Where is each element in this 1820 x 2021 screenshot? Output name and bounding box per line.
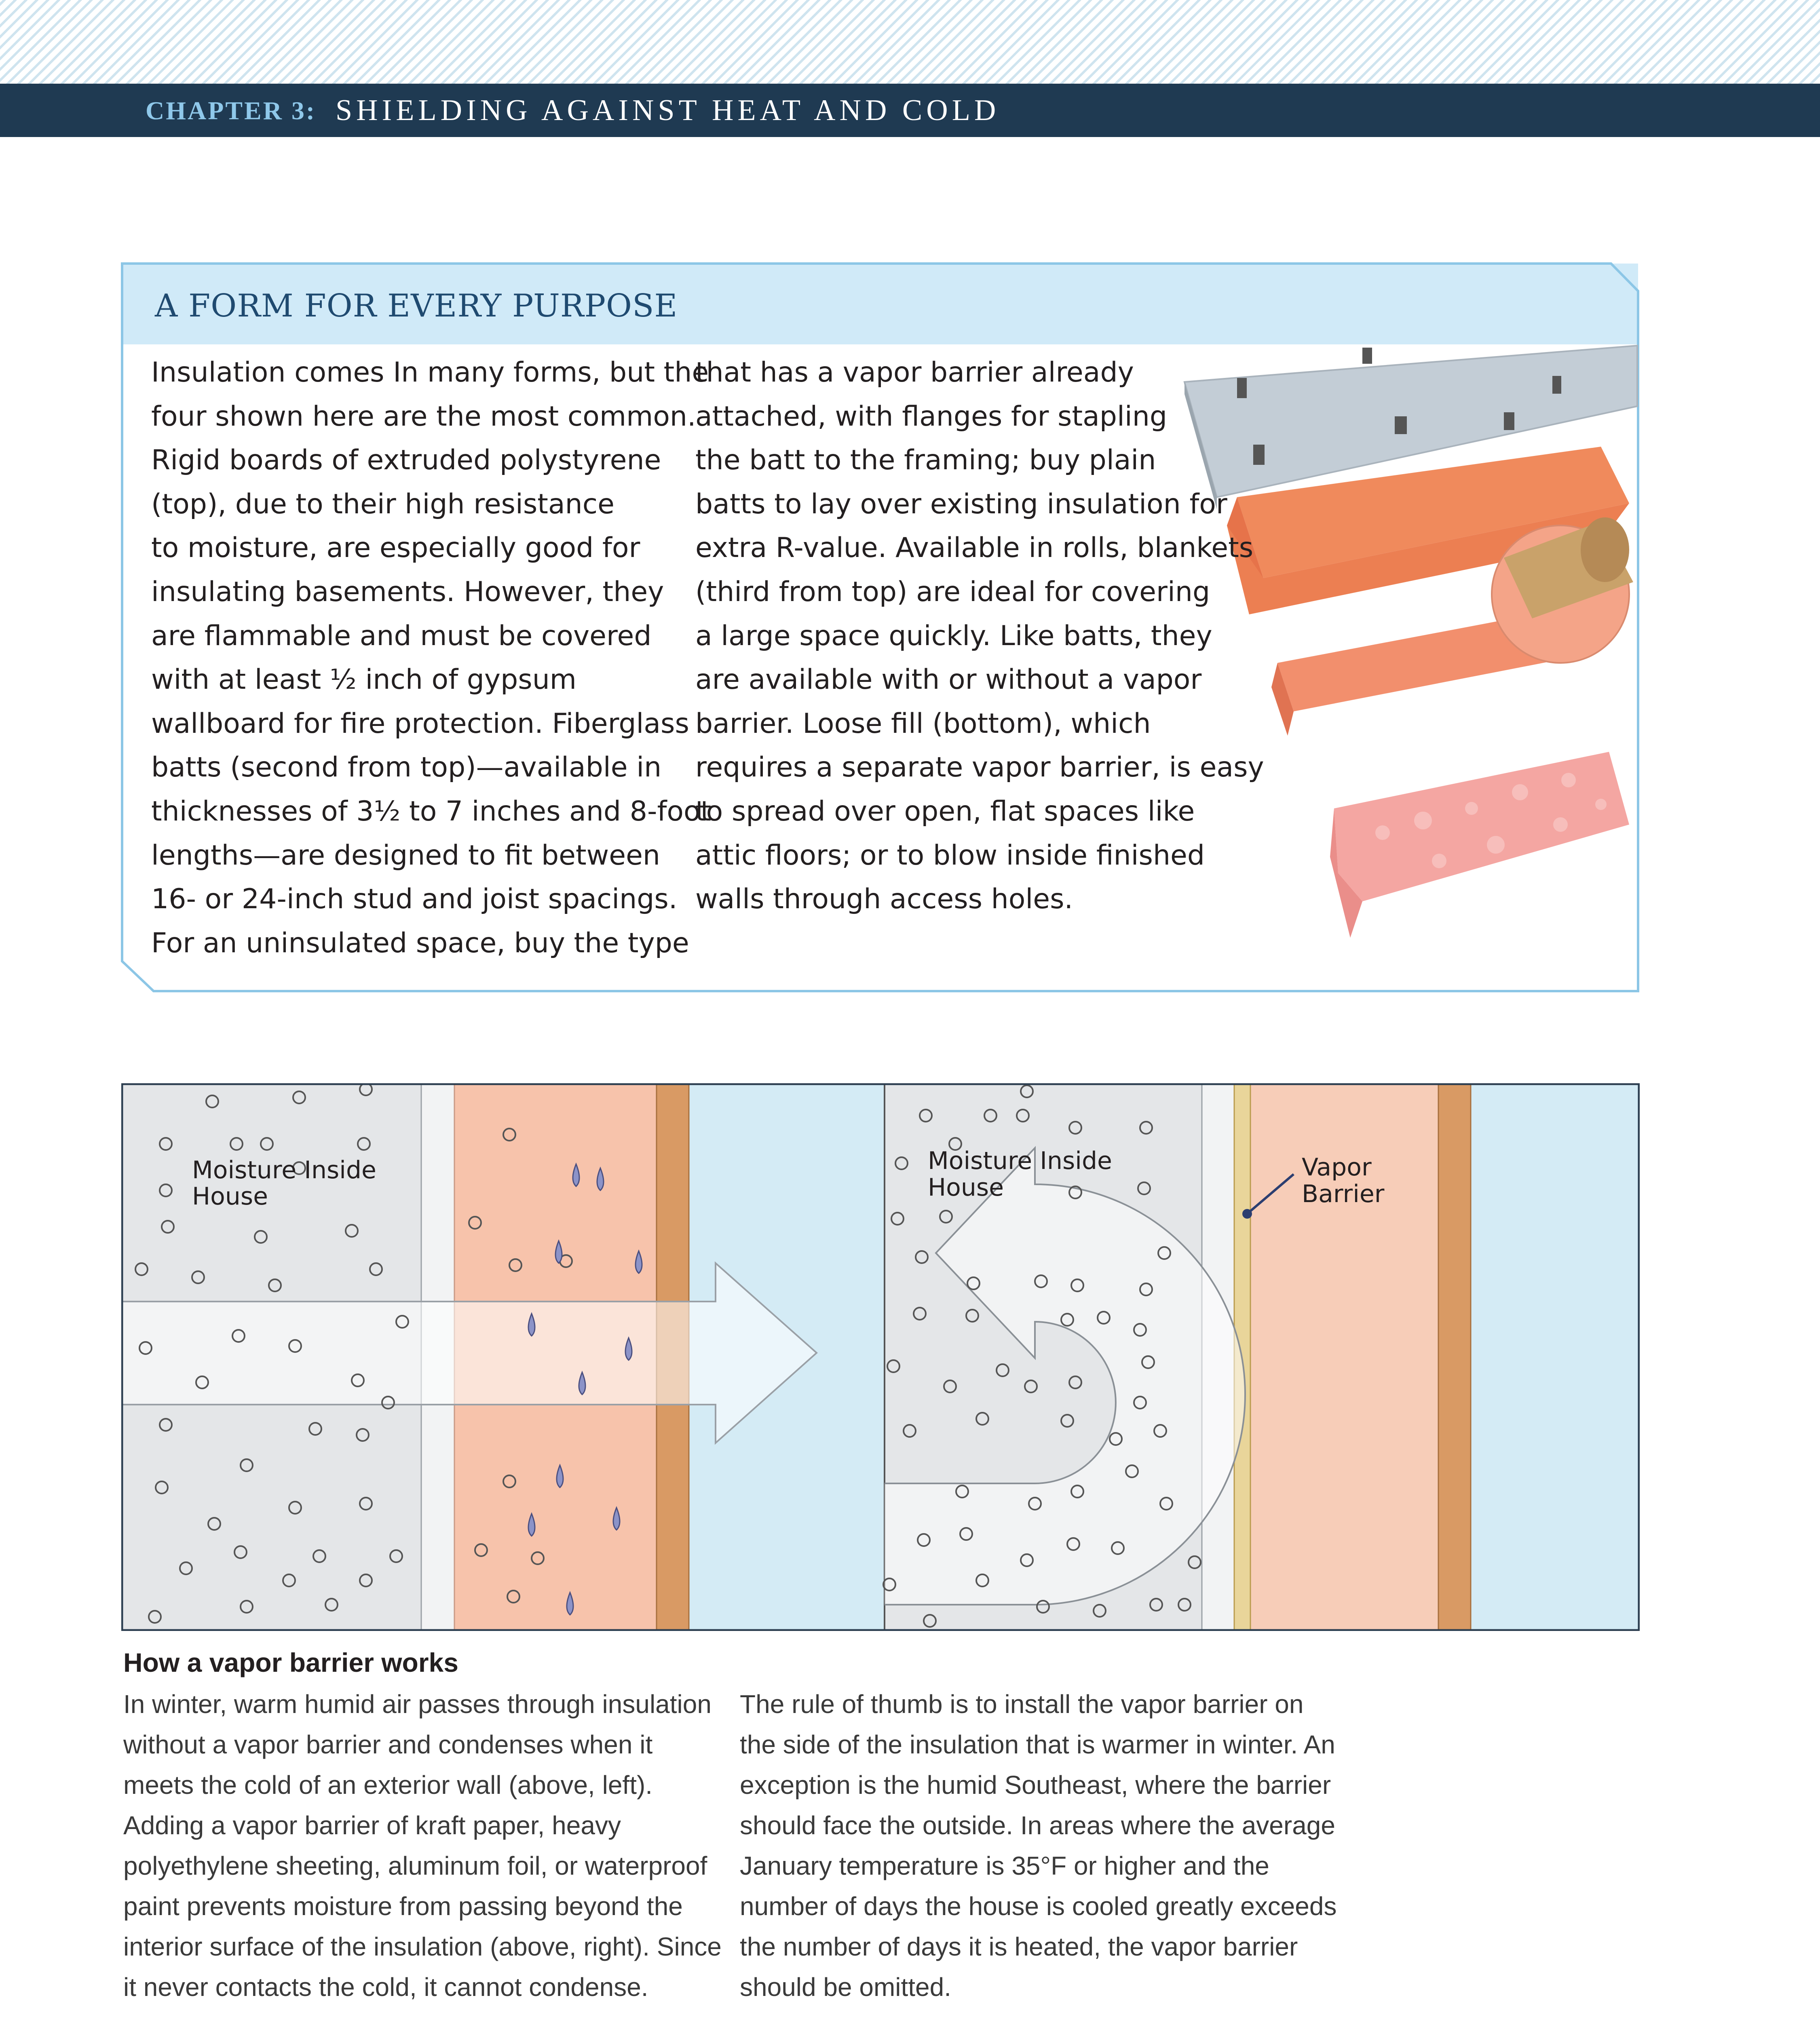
caption-col-2 (740, 1684, 1336, 2007)
caption-line: Adding a vapor barrier of kraft paper, heavy (123, 1811, 621, 1840)
caption-line: In winter, warm humid air passes through insulation (123, 1690, 712, 1719)
left-moisture-label-1: Moisture Inside (192, 1156, 376, 1184)
text-line: are available with or without a vapor (695, 664, 1202, 696)
vapor-barrier-label-1: Vapor (1302, 1153, 1372, 1181)
text-line: barrier. Loose fill (bottom), which (695, 707, 1151, 740)
text-line: thicknesses of 3½ to 7 inches and 8-foot (151, 795, 712, 827)
caption-line: meets the cold of an exterior wall (above, left). (123, 1770, 653, 1799)
sidebar-title: A FORM FOR EVERY PURPOSE (155, 288, 678, 324)
vapor-barrier-diagram (121, 1083, 1640, 1631)
text-line: (top), due to their high resistance (151, 488, 614, 520)
caption-line: should be omitted. (740, 1972, 951, 2002)
text-line: batts to lay over existing insulation for (695, 488, 1227, 520)
caption-line: the number of days it is heated, the vapor barrier (740, 1932, 1298, 1961)
text-line: attic floors; or to blow inside finished (695, 839, 1205, 871)
text-line: extra R-value. Available in rolls, blankets (695, 532, 1254, 564)
text-line: with at least ½ inch of gypsum (151, 664, 577, 696)
text-line: that has a vapor barrier already (695, 357, 1134, 388)
caption-line: The rule of thumb is to install the vapor barrier on (740, 1690, 1304, 1719)
text-line: insulating basements. However, they (151, 576, 664, 608)
left-moisture-label-2: House (192, 1182, 268, 1211)
caption-line: polyethylene sheeting, aluminum foil, or waterproof (123, 1851, 707, 1880)
text-line: 16- or 24-inch stud and joist spacings. (151, 883, 678, 916)
caption-col-1 (123, 1684, 722, 2007)
caption-line: the side of the insulation that is warmer in winter. An (740, 1730, 1335, 1759)
text-line: attached, with flanges for stapling (695, 400, 1167, 432)
text-line: Insulation comes In many forms, but the (151, 357, 709, 388)
caption-line: number of days the house is cooled greatly exceeds (740, 1892, 1337, 1921)
vapor-barrier-label-2: Barrier (1302, 1180, 1385, 1208)
caption-line: January temperature is 35°F or higher and the (740, 1851, 1269, 1880)
text-line: are flammable and must be covered (151, 620, 652, 652)
text-line: a large space quickly. Like batts, they (695, 620, 1212, 652)
caption-title: How a vapor barrier works (123, 1648, 458, 1677)
text-line: Rigid boards of extruded polystyrene (151, 444, 661, 477)
text-line: the batt to the framing; buy plain (695, 444, 1156, 477)
text-line: to spread over open, flat spaces like (695, 795, 1195, 827)
chapter-label: CHAPTER 3: (146, 96, 317, 125)
right-wall-diagram (883, 1083, 1471, 1631)
text-line: batts (second from top)—available in (151, 751, 662, 784)
chapter-title: SHIELDING AGAINST HEAT AND COLD (336, 94, 1000, 127)
text-line: four shown here are the most common. (151, 400, 696, 432)
caption-line: paint prevents moisture from passing beyond the (123, 1892, 683, 1921)
sidebar-col-1 (151, 351, 711, 965)
sidebar-col-2 (695, 351, 1264, 922)
text-line: lengths—are designed to fit between (151, 839, 660, 871)
caption-line: without a vapor barrier and condenses when it (123, 1730, 653, 1759)
caption-line: it never contacts the cold, it cannot condense. (123, 1972, 648, 2002)
text-line: (third from top) are ideal for covering (695, 576, 1210, 608)
text-line: walls through access holes. (695, 883, 1073, 916)
text-line: For an uninsulated space, buy the type (151, 927, 689, 959)
text-line: requires a separate vapor barrier, is easy (695, 751, 1264, 784)
text-line: wallboard for fire protection. Fiberglass (151, 707, 689, 740)
right-moisture-label-1: Moisture Inside (928, 1147, 1112, 1175)
text-line: to moisture, are especially good for (151, 532, 640, 564)
caption-line: exception is the humid Southeast, where the barrier (740, 1770, 1331, 1799)
caption-line: interior surface of the insulation (above, right). Since (123, 1932, 722, 1961)
right-moisture-label-2: House (928, 1173, 1004, 1202)
caption-line: should face the outside. In areas where the average (740, 1811, 1335, 1840)
